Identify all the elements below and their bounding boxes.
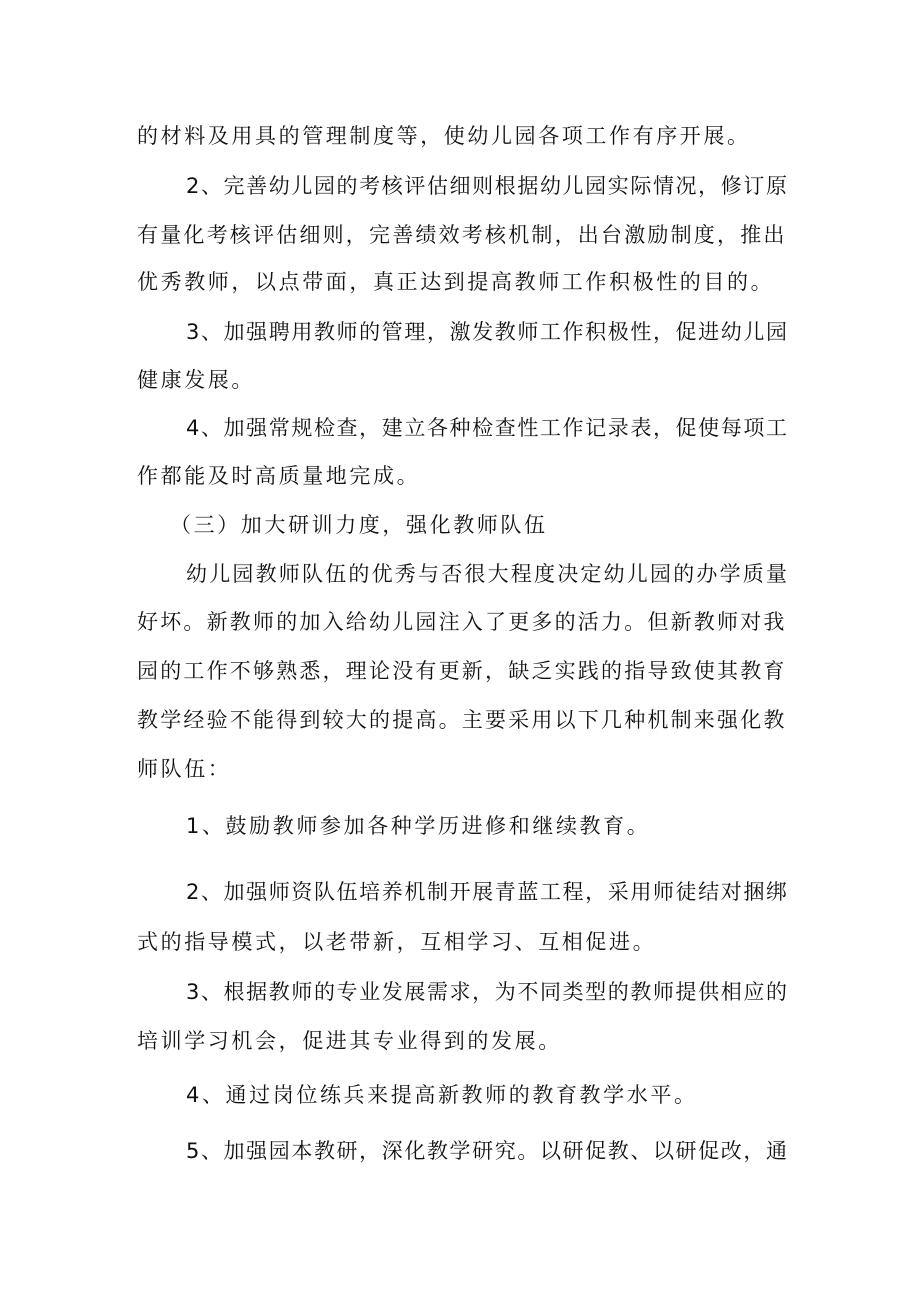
text-line: 2、加强师资队伍培养机制开展青蓝工程，采用师徒结对捆绑 xyxy=(186,880,789,904)
text-line: 1、鼓励教师参加各种学历进修和继续教育。 xyxy=(186,814,651,838)
text-line: 3、根据教师的专业发展需求，为不同类型的教师提供相应的 xyxy=(186,980,789,1004)
text-line: 2、完善幼儿园的考核评估细则根据幼儿园实际情况，修订原 xyxy=(186,174,789,198)
text-line: 好坏。新教师的加入给幼儿园注入了更多的活力。但新教师对我 xyxy=(137,610,787,634)
text-line: 优秀教师，以点带面，真正达到提高教师工作积极性的目的。 xyxy=(137,270,775,294)
text-line: 的材料及用具的管理制度等，使幼儿园各项工作有序开展。 xyxy=(137,124,751,148)
text-line: 师队伍： xyxy=(137,757,232,781)
text-line: 4、加强常规检查，建立各种检查性工作记录表，促使每项工 xyxy=(186,416,789,440)
text-line: 4、通过岗位练兵来提高新教师的教育教学水平。 xyxy=(186,1083,698,1107)
section-heading: （三）加大研训力度，强化教师队伍 xyxy=(170,513,548,537)
text-line: 有量化考核评估细则，完善绩效考核机制，出台激励制度，推出 xyxy=(137,223,787,247)
text-line: 3、加强聘用教师的管理，激发教师工作积极性，促进幼儿园 xyxy=(186,320,789,344)
text-line: 式的指导模式，以老带新，互相学习、互相促进。 xyxy=(137,930,657,954)
text-line: 5、加强园本教研，深化教学研究。以研促教、以研促改，通 xyxy=(186,1139,789,1163)
text-line: 教学经验不能得到较大的提高。主要采用以下几种机制来强化教 xyxy=(137,708,787,732)
text-line: 健康发展。 xyxy=(137,368,255,392)
text-line: 作都能及时高质量地完成。 xyxy=(137,464,421,488)
text-line: 幼儿园教师队伍的优秀与否很大程度决定幼儿园的办学质量 xyxy=(186,562,790,586)
text-line: 园的工作不够熟悉，理论没有更新，缺乏实践的指导致使其教育 xyxy=(137,659,787,683)
text-line: 培训学习机会，促进其专业得到的发展。 xyxy=(137,1029,562,1053)
